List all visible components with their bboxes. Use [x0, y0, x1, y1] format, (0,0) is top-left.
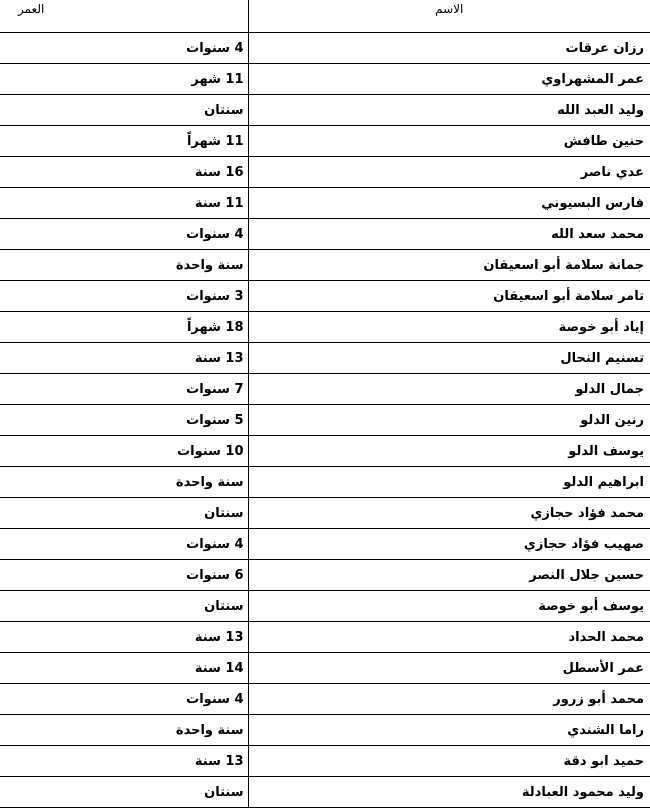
age-cell: 18 شهراً [0, 312, 248, 343]
age-column-header: العمر [0, 0, 248, 33]
table-row [0, 715, 650, 746]
table-row [0, 312, 650, 343]
name-cell: ابراهيم الدلو [248, 467, 650, 498]
name-cell: فارس البسيوني [248, 188, 650, 219]
name-cell: تامر سلامة أبو اسعيقان [248, 281, 650, 312]
name-cell: عمر المشهراوي [248, 64, 650, 95]
table-row [0, 33, 650, 64]
table-row [0, 157, 650, 188]
age-cell: سنة واحدة [0, 467, 248, 498]
age-cell: 11 شهراً [0, 126, 248, 157]
name-cell: محمد أبو زرور [248, 684, 650, 715]
table-row [0, 653, 650, 684]
age-cell: 13 سنة [0, 343, 248, 374]
name-cell: حنين طافش [248, 126, 650, 157]
age-cell: سنة واحدة [0, 715, 248, 746]
age-cell: 16 سنة [0, 157, 248, 188]
age-cell: 14 سنة [0, 653, 248, 684]
age-cell: 6 سنوات [0, 560, 248, 591]
name-cell: جمانة سلامة أبو اسعيقان [248, 250, 650, 281]
age-cell: 10 سنوات [0, 436, 248, 467]
table-row [0, 560, 650, 591]
age-cell: 4 سنوات [0, 219, 248, 250]
age-cell: 5 سنوات [0, 405, 248, 436]
name-cell: حميد ابو دقة [248, 746, 650, 777]
table-row [0, 64, 650, 95]
age-cell: سنتان [0, 591, 248, 622]
name-cell: يوسف أبو خوصة [248, 591, 650, 622]
table-row [0, 219, 650, 250]
name-cell: رزان عرقات [248, 33, 650, 64]
name-column-header: الاسم [248, 0, 650, 33]
name-cell: محمد سعد الله [248, 219, 650, 250]
table-row [0, 250, 650, 281]
name-cell: صهيب فؤاد حجازي [248, 529, 650, 560]
age-cell: 4 سنوات [0, 33, 248, 64]
age-cell: 11 شهر [0, 64, 248, 95]
table-row [0, 622, 650, 653]
table-row [0, 95, 650, 126]
age-cell: 13 سنة [0, 746, 248, 777]
table-row [0, 777, 650, 808]
table-row [0, 498, 650, 529]
name-cell: عمر الأسطل [248, 653, 650, 684]
name-cell: رنين الدلو [248, 405, 650, 436]
name-cell: محمد الحداد [248, 622, 650, 653]
table-row [0, 529, 650, 560]
table-row [0, 436, 650, 467]
name-cell: عدي ناصر [248, 157, 650, 188]
name-cell: وليد العبد الله [248, 95, 650, 126]
age-cell: سنة واحدة [0, 250, 248, 281]
table-row [0, 746, 650, 777]
table-row [0, 374, 650, 405]
name-cell: جمال الدلو [248, 374, 650, 405]
name-cell: إياد أبو خوصة [248, 312, 650, 343]
header-row [0, 0, 650, 33]
age-cell: سنتان [0, 95, 248, 126]
age-cell: 4 سنوات [0, 529, 248, 560]
table-row [0, 126, 650, 157]
table-row [0, 343, 650, 374]
age-cell: سنتان [0, 498, 248, 529]
table-row [0, 188, 650, 219]
table-row [0, 467, 650, 498]
age-cell: 4 سنوات [0, 684, 248, 715]
age-cell: 7 سنوات [0, 374, 248, 405]
age-cell: 13 سنة [0, 622, 248, 653]
table-row [0, 591, 650, 622]
name-cell: راما الشندي [248, 715, 650, 746]
name-cell: وليد محمود العبادلة [248, 777, 650, 808]
name-cell: تسنيم النحال [248, 343, 650, 374]
table-body [0, 33, 650, 808]
name-cell: يوسف الدلو [248, 436, 650, 467]
table-header [0, 0, 650, 33]
age-cell: سنتان [0, 777, 248, 808]
table-row [0, 281, 650, 312]
table-row [0, 405, 650, 436]
table-row [0, 684, 650, 715]
name-cell: حسين جلال النصر [248, 560, 650, 591]
age-cell: 11 سنة [0, 188, 248, 219]
age-cell: 3 سنوات [0, 281, 248, 312]
name-cell: محمد فؤاد حجازي [248, 498, 650, 529]
